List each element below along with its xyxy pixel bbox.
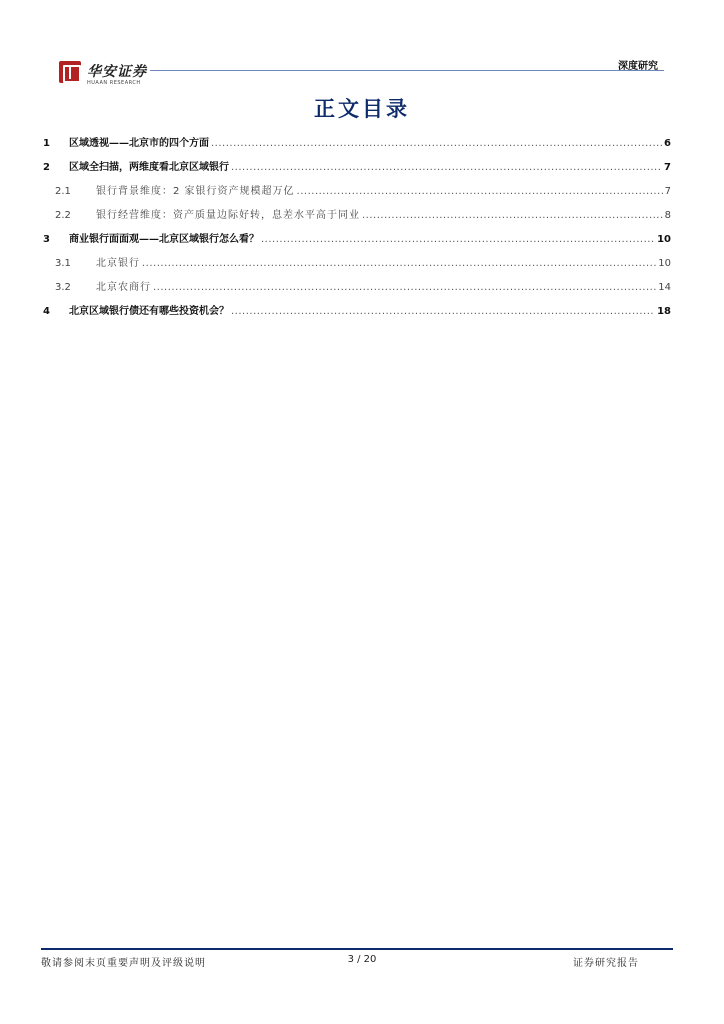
toc-entry-3-2[interactable]: [41, 278, 671, 302]
toc-number: 3: [43, 234, 50, 245]
toc-number: 2.2: [55, 210, 71, 221]
toc-number: 2: [43, 162, 50, 173]
table-of-contents: [41, 134, 671, 326]
toc-entry-3[interactable]: [41, 230, 671, 254]
toc-page-number: 8: [664, 210, 671, 221]
toc-number: 1: [43, 138, 50, 149]
toc-leader: [142, 258, 656, 269]
footer-disclaimer: 敬请参阅末页重要声明及评级说明: [41, 958, 206, 969]
page-title: 正文目录: [314, 97, 410, 121]
report-category-tag: 深度研究: [618, 61, 658, 72]
brand-name: 华安证券: [87, 64, 147, 80]
toc-leader: [362, 210, 663, 221]
toc-title: 北京区域银行债还有哪些投资机会？: [69, 306, 229, 317]
toc-leader: [211, 138, 662, 149]
company-logo: [59, 61, 81, 83]
toc-leader: [153, 282, 656, 293]
toc-entry-2-2[interactable]: [41, 206, 671, 230]
report-type: 证券研究报告: [573, 958, 639, 969]
toc-page-number: 7: [664, 162, 671, 173]
toc-page-number: 18: [657, 306, 671, 317]
toc-number: 2.1: [55, 186, 71, 197]
toc-leader: [297, 186, 663, 197]
toc-entry-3-1[interactable]: [41, 254, 671, 278]
toc-title: 区域透视——北京市的四个方面: [69, 138, 209, 149]
toc-leader: [261, 234, 655, 245]
toc-entry-2[interactable]: [41, 158, 671, 182]
toc-number: 3.1: [55, 258, 71, 269]
header-rule: [150, 70, 664, 71]
page-indicator: 3 / 20: [347, 954, 377, 965]
footer-rule: [41, 948, 673, 950]
brand-english: HUAAN RESEARCH: [87, 80, 141, 86]
toc-entry-4[interactable]: [41, 302, 671, 326]
toc-number: 4: [43, 306, 50, 317]
toc-title: 银行背景维度：2 家银行资产规模超万亿: [96, 186, 295, 197]
toc-entry-2-1[interactable]: [41, 182, 671, 206]
toc-page-number: 14: [658, 282, 671, 293]
toc-title: 北京银行: [96, 258, 140, 269]
toc-page-number: 7: [664, 186, 671, 197]
toc-leader: [231, 162, 662, 173]
toc-title: 商业银行面面观——北京区域银行怎么看？: [69, 234, 259, 245]
toc-number: 3.2: [55, 282, 71, 293]
toc-page-number: 10: [657, 234, 671, 245]
toc-leader: [231, 306, 655, 317]
toc-entry-1[interactable]: [41, 134, 671, 158]
toc-title: 银行经营维度：资产质量边际好转，息差水平高于同业: [96, 210, 360, 221]
toc-title: 区域全扫描，两维度看北京区域银行: [69, 162, 229, 173]
toc-title: 北京农商行: [96, 282, 151, 293]
toc-page-number: 6: [664, 138, 671, 149]
toc-page-number: 10: [658, 258, 671, 269]
